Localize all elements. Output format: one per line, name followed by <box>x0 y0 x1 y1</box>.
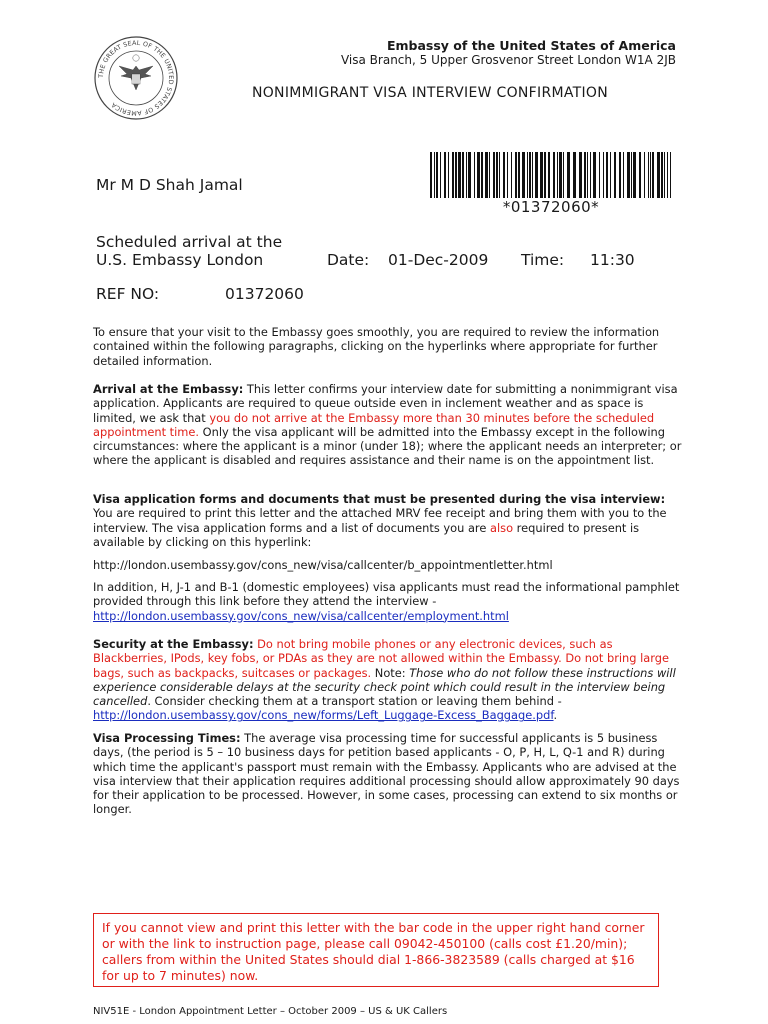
barcode-number: *01372060* <box>502 198 600 216</box>
barcode-bar <box>474 152 475 198</box>
forms-text-a: You are required to print this letter and the attached MRV fee receipt and bring them with you to the interview. The visa application forms and a list of documents you are <box>93 506 667 535</box>
barcode-bar <box>661 152 663 198</box>
forms-url: http://london.usembassy.gov/cons_new/visa/callcenter/b_appointmentletter.html <box>93 558 553 572</box>
barcode-bar <box>529 152 531 198</box>
barcode-bar <box>627 152 630 198</box>
barcode-bar <box>522 152 525 198</box>
barcode-bar <box>579 152 582 198</box>
barcode-bar <box>584 152 586 198</box>
barcode-bar <box>567 152 570 198</box>
barcode-bar <box>590 152 591 198</box>
forms-text-b: required to present is available by clicking on this hyperlink: <box>93 520 640 549</box>
applicant-name: Mr M D Shah Jamal <box>96 176 243 194</box>
barcode-bar <box>587 152 588 198</box>
barcode-bar <box>448 152 449 198</box>
intro-paragraph: To ensure that your visit to the Embassy goes smoothly, you are required to review the information contained within the following paragraphs, clicking on the hyperlinks where appropriate for further detailed information. <box>93 325 660 368</box>
seal-ring-text: THE GREAT SEAL OF THE UNITED STATES OF AMERICA <box>97 39 175 117</box>
barcode-bar <box>434 152 435 198</box>
forms-paragraph <box>93 492 683 549</box>
barcode-bar <box>648 152 649 198</box>
barcode-bar <box>462 152 464 198</box>
barcode-bar <box>557 152 558 198</box>
barcode-bar <box>499 152 500 198</box>
barcode-bar <box>436 152 438 198</box>
page-title: NONIMMIGRANT VISA INTERVIEW CONFIRMATION <box>251 85 609 101</box>
callers-notice-box: If you cannot view and print this letter with the bar code in the upper right hand corner or with the link to instruction page, please call 09042-450100 (calls cost £1.20/min); callers from within the United States should dial 1-866-3823589 (calls charged at $16 for up to 7 minutes) now. <box>93 913 659 987</box>
barcode-bar <box>489 152 490 198</box>
barcode-bar <box>573 152 576 198</box>
barcode-bar <box>485 152 488 198</box>
embassy-name: Embassy of the United States of America <box>386 38 676 53</box>
barcode-bar <box>599 152 600 198</box>
processing-text: The average visa processing time for successful applicants is 5 business days, (the period is 5 – 10 business days for petition based applicants - O, P, H, L, Q-1 and R) during which time the applicant's passport must remain with the Embassy. Applicants who are advised at the visa interview that their application requires additional processing should allow approximately 90 days for their application to be processed. However, in some cases, processing can extend to six months or longer. <box>93 731 680 817</box>
great-seal-emblem <box>94 36 178 120</box>
arrival-text-a: This letter confirms your interview date for submitting a nonimmigrant visa application. Applicants are required to queue outside even in inclement weather and as space is limited, we ask that <box>93 382 678 425</box>
left-luggage-link[interactable]: http://london.usembassy.gov/cons_new/forms/Left_Luggage-Excess_Baggage.pdf <box>93 708 554 723</box>
barcode-bar <box>563 152 564 198</box>
barcode-bar <box>493 152 495 198</box>
barcode-bar <box>559 152 562 198</box>
security-note-italic: Those who do not follow these instructions will experience considerable delays at the security check point which could result in the interview being cancelled <box>93 665 676 709</box>
barcode-bar <box>614 152 616 198</box>
barcode-bar <box>481 152 483 198</box>
processing-heading: Visa Processing Times: <box>93 731 241 745</box>
barcode-bar <box>606 152 608 198</box>
employment-link[interactable]: http://london.usembassy.gov/cons_new/visa/callcenter/employment.html <box>93 608 509 623</box>
barcode-bar <box>444 152 446 198</box>
forms-also: also <box>490 520 514 535</box>
barcode-bar <box>667 152 668 198</box>
barcode-bar <box>540 152 543 198</box>
arrival-heading: Arrival at the Embassy: <box>93 382 244 396</box>
footer-text: NIV51E - London Appointment Letter – October 2009 – US & UK Callers <box>93 1006 448 1017</box>
ref-value: 01372060 <box>225 285 304 303</box>
barcode-bar <box>593 152 596 198</box>
arrival-text-b: Only the visa applicant will be admitted into the Embassy except in the following circumstances: where the applicant is a minor (under 18); where the applicant needs an interpreter; or where the applicant is disabled and requires assistance and their name is on the appointment list. <box>93 424 682 468</box>
arrival-warning: you do not arrive at the Embassy more than 30 minutes before the scheduled appointment time. <box>93 410 655 439</box>
barcode-bar <box>610 152 611 198</box>
forms-heading: Visa application forms and documents that must be presented during the visa interview: <box>93 492 666 506</box>
barcode-bar <box>452 152 454 198</box>
barcode-bar <box>544 152 546 198</box>
barcode-bar <box>430 152 432 198</box>
barcode-bar <box>603 152 604 198</box>
barcode-bar <box>507 152 508 198</box>
security-heading: Security at the Embassy: <box>93 637 254 651</box>
schedule-line-1: Scheduled arrival at the <box>96 233 283 251</box>
barcode-bar <box>496 152 498 198</box>
arrival-paragraph <box>93 382 683 468</box>
time-label: Time: <box>521 251 565 269</box>
barcode-bar <box>631 152 632 198</box>
barcode-bar <box>527 152 528 198</box>
addition-paragraph <box>93 580 683 623</box>
security-paragraph <box>93 637 683 723</box>
barcode-bar <box>644 152 645 198</box>
barcode-bar <box>503 152 505 198</box>
barcode-bar <box>515 152 517 198</box>
date-label: Date: <box>327 251 370 269</box>
barcode-bar <box>553 152 555 198</box>
barcode-bar <box>657 152 660 198</box>
addition-text: In addition, H, J-1 and B-1 (domestic employees) visa applicants must read the informational pamphlet provided through this link before they attend the interview - <box>93 580 680 609</box>
barcode-bar <box>650 152 651 198</box>
security-end: . <box>553 708 558 723</box>
barcode-bar <box>664 152 665 198</box>
barcode-bar <box>455 152 457 198</box>
time-value: 11:30 <box>590 251 635 269</box>
schedule-line-2: U.S. Embassy London <box>96 251 264 269</box>
barcode-bar <box>468 152 471 198</box>
barcode-bar <box>458 152 461 198</box>
security-text-b: . Consider checking them at a transport station or leaving them behind - <box>147 694 562 709</box>
barcode-bar <box>670 152 671 198</box>
barcode-bar <box>619 152 621 198</box>
embassy-address: Visa Branch, 5 Upper Grosvenor Street London W1A 2JB <box>340 53 676 67</box>
processing-paragraph <box>93 731 683 817</box>
security-warning: Do not bring mobile phones or any electronic devices, such as Blackberries, IPods, key fobs, or PDAs as they are not allowed within the Embassy. Do not bring large bags, such as backpacks, suitcases or packages. <box>93 637 669 680</box>
barcode-bar <box>511 152 512 198</box>
barcode-bar <box>518 152 520 198</box>
barcode-bar <box>466 152 467 198</box>
barcode-bar <box>639 152 641 198</box>
security-note-label: Note: <box>371 665 410 680</box>
ref-label: REF NO: <box>96 285 160 303</box>
barcode-bar <box>440 152 441 198</box>
date-value: 01-Dec-2009 <box>388 251 489 269</box>
barcode-graphic <box>430 152 672 198</box>
barcode-bar <box>652 152 654 198</box>
barcode-bar <box>532 152 533 198</box>
barcode-bar <box>535 152 538 198</box>
barcode-bar <box>477 152 480 198</box>
barcode-bar <box>623 152 624 198</box>
barcode-bar <box>633 152 636 198</box>
barcode-bar <box>548 152 550 198</box>
